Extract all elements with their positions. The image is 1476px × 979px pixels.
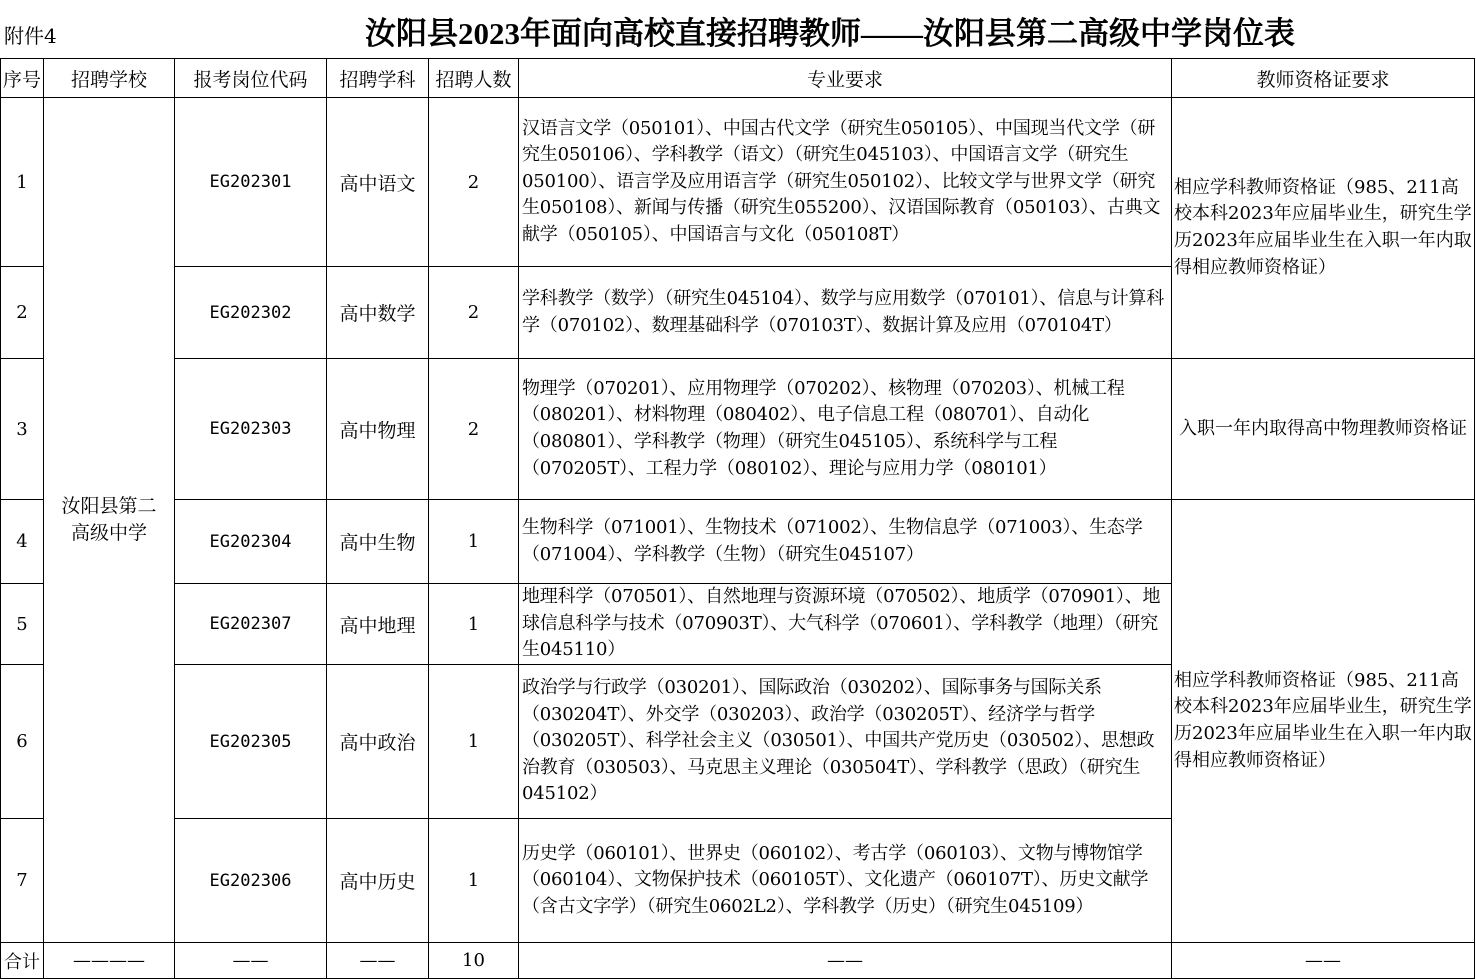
row-index: 2	[1, 267, 44, 359]
hire-count: 1	[429, 500, 519, 584]
header-code: 报考岗位代码	[175, 59, 327, 98]
cert-requirement: 相应学科教师资格证（985、211高校本科2023年应届毕业生，研究生学历2023年应届毕业生在入职一年内取得相应教师资格证）	[1172, 98, 1475, 359]
position-code: EG202306	[175, 819, 327, 943]
row-index: 1	[1, 98, 44, 267]
position-code: EG202307	[175, 584, 327, 665]
hire-count: 1	[429, 584, 519, 665]
header-count: 招聘人数	[429, 59, 519, 98]
total-code: ——	[175, 943, 327, 979]
total-subject: ——	[327, 943, 429, 979]
total-count: 10	[429, 943, 519, 979]
page-title: 汝阳县2023年面向高校直接招聘教师——汝阳县第二高级中学岗位表	[365, 16, 1295, 51]
row-index: 6	[1, 665, 44, 819]
hire-count: 2	[429, 98, 519, 267]
header-subject: 招聘学科	[327, 59, 429, 98]
header-cert: 教师资格证要求	[1172, 59, 1475, 98]
subject: 高中地理	[327, 584, 429, 665]
subject: 高中物理	[327, 359, 429, 500]
total-major: ——	[519, 943, 1172, 979]
row-index: 4	[1, 500, 44, 584]
table-row	[1, 500, 1475, 584]
major-requirement: 政治学与行政学（030201）、国际政治（030202）、国际事务与国际关系（030204T）、外交学（030203）、政治学（030205T）、经济学与哲学（030205T）、科学社会主义（030501）、中国共产党历史（030502）、思想政治教育（030503）、马克思主义理论（030504T）、学科教学（思政）（研究生045102）	[519, 665, 1172, 819]
header-row	[1, 59, 1475, 98]
cert-requirement: 入职一年内取得高中物理教师资格证	[1172, 359, 1475, 500]
position-code: EG202304	[175, 500, 327, 584]
major-requirement: 地理科学（070501）、自然地理与资源环境（070502）、地质学（070901）、地球信息科学与技术（070903T）、大气科学（070601）、学科教学（地理）（研究生045110）	[519, 584, 1172, 665]
subject: 高中数学	[327, 267, 429, 359]
positions-table	[0, 58, 1475, 979]
hire-count: 1	[429, 819, 519, 943]
cert-requirement: 相应学科教师资格证（985、211高校本科2023年应届毕业生，研究生学历2023年应届毕业生在入职一年内取得相应教师资格证）	[1172, 500, 1475, 943]
header-major: 专业要求	[519, 59, 1172, 98]
major-requirement: 学科教学（数学）（研究生045104）、数学与应用数学（070101）、信息与计算科学（070102）、数理基础科学（070103T）、数据计算及应用（070104T）	[519, 267, 1172, 359]
attachment-label: 附件4	[4, 24, 57, 48]
position-code: EG202302	[175, 267, 327, 359]
position-code: EG202305	[175, 665, 327, 819]
row-index: 5	[1, 584, 44, 665]
table-row	[1, 359, 1475, 500]
major-requirement: 历史学（060101）、世界史（060102）、考古学（060103）、文物与博物馆学（060104）、文物保护技术（060105T）、文化遗产（060107T）、历史文献学（含古文字学）（研究生0602L2）、学科教学（历史）（研究生045109）	[519, 819, 1172, 943]
subject: 高中政治	[327, 665, 429, 819]
total-cert: ——	[1172, 943, 1475, 979]
total-school: ————	[44, 943, 175, 979]
header-school: 招聘学校	[44, 59, 175, 98]
table-row	[1, 98, 1475, 267]
major-requirement: 物理学（070201）、应用物理学（070202）、核物理（070203）、机械工程（080201）、材料物理（080402）、电子信息工程（080701）、自动化（080801）、学科教学（物理）（研究生045105）、系统科学与工程（070205T）、工程力学（080102）、理论与应用力学（080101）	[519, 359, 1172, 500]
row-index: 7	[1, 819, 44, 943]
subject: 高中历史	[327, 819, 429, 943]
major-requirement: 汉语言文学（050101）、中国古代文学（研究生050105）、中国现当代文学（研究生050106）、学科教学（语文）（研究生045103）、中国语言文学（研究生050100）、语言学及应用语言学（研究生050102）、比较文学与世界文学（研究生050108）、新闻与传播（研究生055200）、汉语国际教育（050103）、古典文献学（050105）、中国语言与文化（050108T）	[519, 98, 1172, 267]
row-index: 3	[1, 359, 44, 500]
hire-count: 2	[429, 267, 519, 359]
major-requirement: 生物科学（071001）、生物技术（071002）、生物信息学（071003）、生态学（071004）、学科教学（生物）（研究生045107）	[519, 500, 1172, 584]
total-label: 合计	[1, 943, 44, 979]
total-row	[1, 943, 1475, 979]
header-index: 序号	[1, 59, 44, 98]
subject: 高中语文	[327, 98, 429, 267]
hire-count: 1	[429, 665, 519, 819]
position-code: EG202301	[175, 98, 327, 267]
school-name: 汝阳县第二高级中学	[44, 98, 175, 943]
subject: 高中生物	[327, 500, 429, 584]
position-code: EG202303	[175, 359, 327, 500]
hire-count: 2	[429, 359, 519, 500]
